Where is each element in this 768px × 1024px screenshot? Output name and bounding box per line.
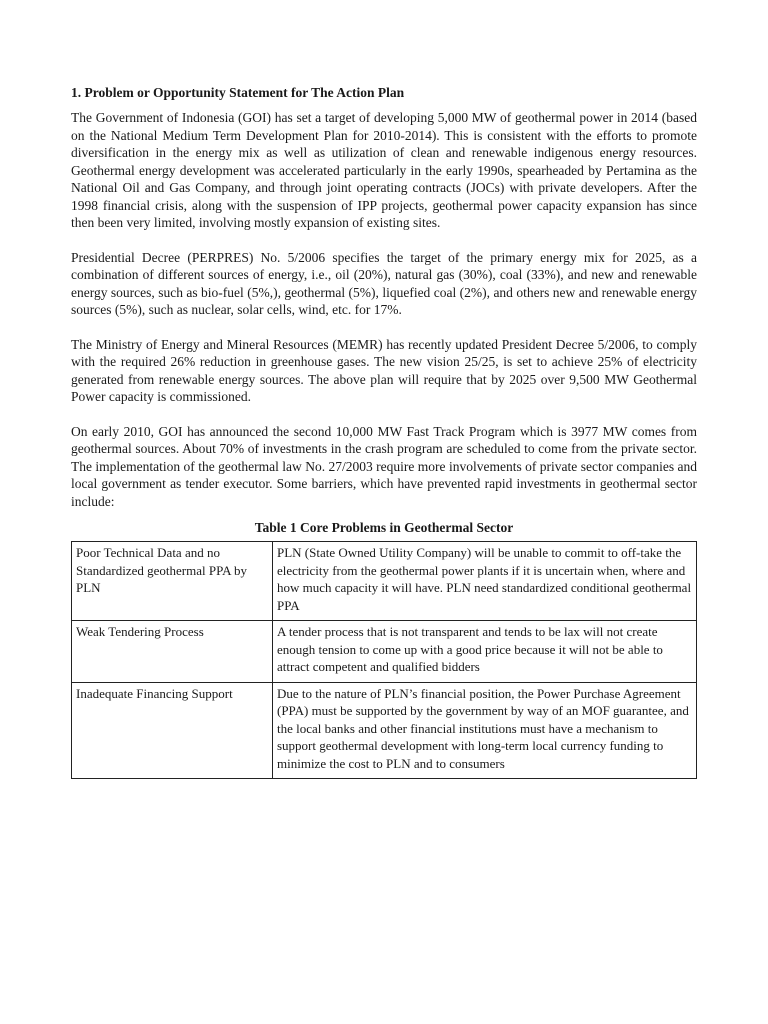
table-caption: Table 1 Core Problems in Geothermal Sector: [254, 520, 514, 535]
table-row: [72, 542, 697, 621]
core-problems-table: [71, 541, 697, 779]
section-heading: 1. Problem or Opportunity Statement for The Action Plan: [71, 85, 405, 100]
problem-cell: Weak Tendering Process: [72, 621, 273, 683]
table-row: [72, 682, 697, 779]
paragraph-memr-update: The Ministry of Energy and Mineral Resources (MEMR) has recently updated President Decree 5/2006, to comply with the required 26% reduction in greenhouse gases. The new vision 25/25, is set to achieve 25% of electricity generated from renewable energy sources. The above plan will require that by 2025 over 9,500 MW Geothermal Power capacity is commissioned.: [71, 336, 697, 404]
document-body: [71, 84, 697, 779]
description-cell: A tender process that is not transparent and tends to be lax will not create enough tension to come up with a good price because it will not be able to attract competent and qualified bidders: [273, 621, 697, 683]
paragraph-fast-track-program: On early 2010, GOI has announced the second 10,000 MW Fast Track Program which is 3977 MW comes from geothermal sources. About 70% of investments in the crash program are scheduled to come from the private sector. The implementation of the geothermal law No. 27/2003 require more involvements of private sector companies and local government as tender executor. Some barriers, which have prevented rapid investments in geothermal sector include:: [71, 423, 697, 509]
table-row: [72, 621, 697, 683]
paragraph-geothermal-target: The Government of Indonesia (GOI) has set a target of developing 5,000 MW of geothermal power in 2014 (based on the National Medium Term Development Plan for 2010-2014). This is consistent with the efforts to promote diversification in the energy mix as well as utilization of clean and renewable indigenous energy resources. Geothermal energy development was accelerated particularly in the early 1990s, spearheaded by Pertamina as the National Oil and Gas Company, and through joint operating contracts (JOCs) with private developers. After the 1998 financial crisis, along with the suspension of IPP projects, geothermal power capacity expansion has since then been very limited, involving mostly expansion of existing sites.: [71, 110, 697, 230]
problem-cell: Poor Technical Data and no Standardized geothermal PPA by PLN: [72, 542, 273, 621]
description-cell: Due to the nature of PLN’s financial position, the Power Purchase Agreement (PPA) must be supported by the government by way of an MOF guarantee, and the local banks and other financial institutions must have a mechanism to support geothermal development with long-term local currency funding to minimize the cost to PLN and to consumers: [273, 682, 697, 779]
problem-cell: Inadequate Financing Support: [72, 682, 273, 779]
description-cell: PLN (State Owned Utility Company) will be unable to commit to off-take the electricity from the geothermal power plants if it is uncertain when, where and how much capacity it will have. PLN need standardized conditional geothermal PPA: [273, 542, 697, 621]
paragraph-presidential-decree: Presidential Decree (PERPRES) No. 5/2006 specifies the target of the primary energy mix for 2025, as a combination of different sources of energy, i.e., oil (20%), natural gas (30%), coal (33%), and new and renewable energy sources, such as bio-fuel (5%,), geothermal (5%), liquefied coal (2%), and others new and renewable energy sources (5%), such as nuclear, solar cells, wind, etc. for 17%.: [71, 249, 697, 317]
